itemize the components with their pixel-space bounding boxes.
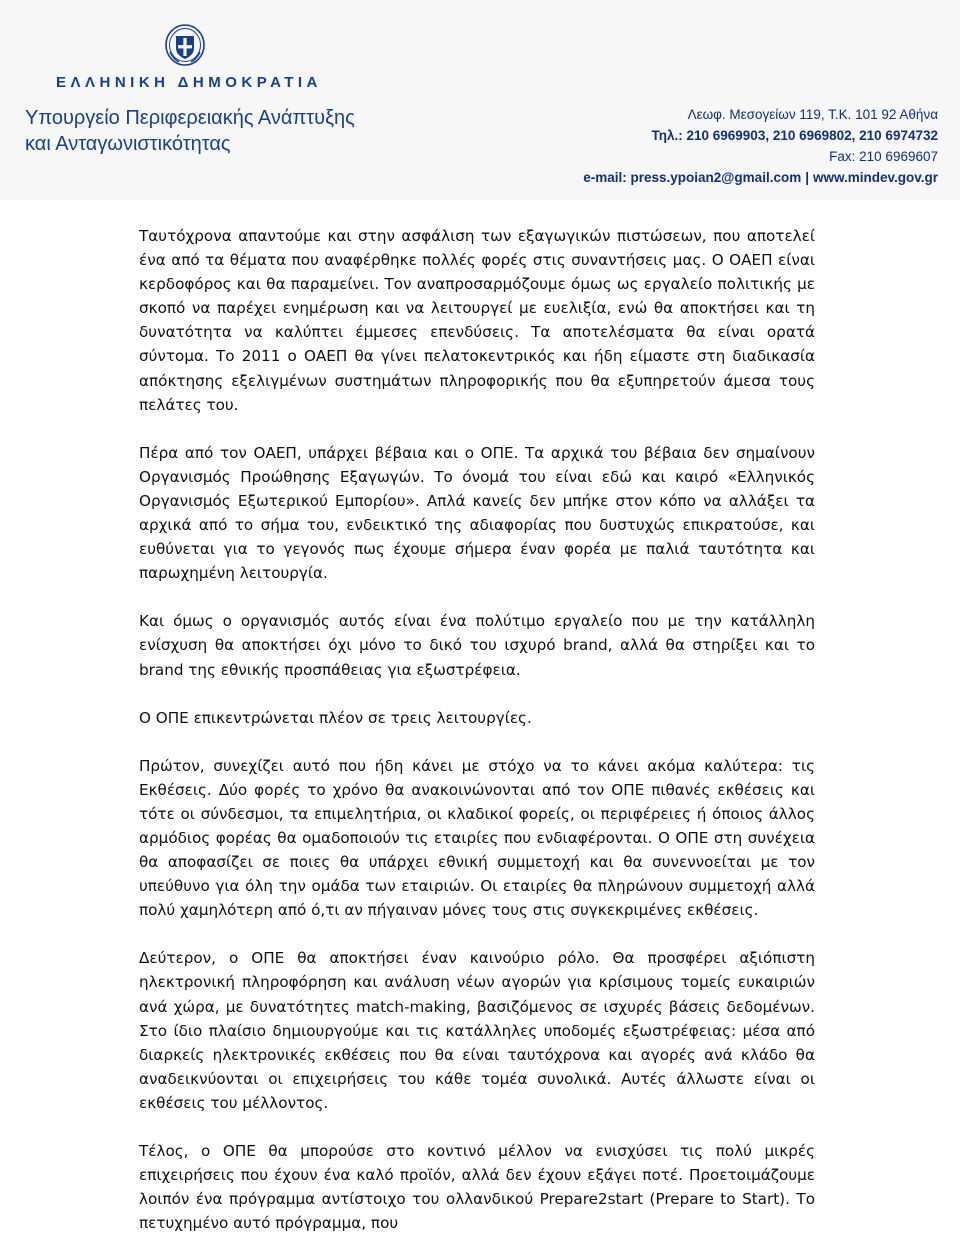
document-body: [139, 224, 815, 1259]
paragraph-5: Πρώτον, συνεχίζει αυτό που ήδη κάνει με στόχο να το κάνει ακόμα καλύτερα: τις Εκθέσεις. Δύο φορές το χρόνο θα ανακοινώνονται από τον ΟΠΕ πιθανές εκθέσεις και τότε οι σύνδεσμοι, τα επιμελητήρια, οι κλαδικοί φορείς, οι περιφέρειες ή όποιος άλλος αρμόδιος φορέας θα ομαδοποιούν τις εταιρίες που ενδιαφέρονται. Ο ΟΠΕ στη συνέχεια θα αποφασίζει σε ποιες θα υπάρχει εθνική συμμετοχή και θα συνεννοείται με τον υπεύθυνο για όλη την ομάδα των εταιριών. Οι εταιρίες θα πληρώνουν συμμετοχή αλλά πολύ χαμηλότερη από ό,τι αν πήγαιναν μόνες τους στις συγκεκριμένες εκθέσεις.: [139, 756, 815, 920]
paragraph-1: Ταυτόχρονα απαντούμε και στην ασφάλιση των εξαγωγικών πιστώσεων, που αποτελεί ένα από τα θέματα που αναφέρθηκε πολλές φορές στις συναντήσεις μας. Ο ΟΑΕΠ είναι κερδοφόρος και θα παραμείνει. Τον αναπροσαρμόζουμε όμως ως εργαλείο πολιτικής με σκοπό να παρέχει ενημέρωση και να λειτουργεί με ευελιξία, ενώ θα αποκτήσει και τη δυνατότητα να καλύπτει έμμεσες επενδύσεις. Τα αποτελέσματα θα είναι ορατά σύντομα. Το 2011 ο ΟΑΕΠ θα γίνει πελατοκεντρικός και ήδη είμαστε στη διαδικασία απόκτησης εξελιγμένων συστημάτων πληροφορικής που θα εξυπηρετούν άμεσα τους πελάτες του.: [139, 227, 815, 414]
letterhead: [0, 0, 960, 200]
separator: |: [805, 170, 809, 185]
email-web-line: [583, 167, 938, 188]
email-address[interactable]: e-mail: press.ypoian2@gmail.com: [583, 170, 802, 185]
paragraph-2: Πέρα από τον ΟΑΕΠ, υπάρχει βέβαια και ο ΟΠΕ. Τα αρχικά του βέβαια δεν σημαίνουν Οργανισμός Προώθησης Εξαγωγών. Το όνομά του είναι εδώ και καιρό «Ελληνικός Οργανισμός Εξωτερικού Εμπορίου». Απλά κανείς δεν μπήκε στον κόπο να αλλάξει τα αρχικά από το σήμα του, ενδεικτικό της αδιαφορίας που δυστυχώς επικρατούσε, και ευθύνεται για το γεγονός πως έχουμε σήμερα έναν φορέα με παλιά ταυτότητα και παρωχημένη λειτουργία.: [139, 443, 815, 583]
paragraph-3: Και όμως ο οργανισμός αυτός είναι ένα πολύτιμο εργαλείο που με την κατάλληλη ενίσχυση θα αποκτήσει όχι μόνο το δικό του ισχυρό brand, αλλά θα στηρίξει και το brand της εθνικής προσπάθειας για εξωστρέφεια.: [139, 612, 815, 679]
republic-title: ΕΛΛΗΝΙΚΗ ΔΗΜΟΚΡΑΤΙΑ: [56, 74, 322, 91]
paragraph-7: Τέλος, ο ΟΠΕ θα μπορούσε στο κοντινό μέλλον να ενισχύσει τις πολύ μικρές επιχειρήσεις που έχουν ένα καλό προϊόν, αλλά δεν έχουν εξάγει ποτέ. Προετοιμάζουμε λοιπόν ένα πρόγραμμα αντίστοιχο του ολλανδικού Prepare2start (Prepare to Start). Το πετυχημένο αυτό πρόγραμμα, που: [139, 1142, 815, 1233]
address: Λεωφ. Μεσογείων 119, Τ.Κ. 101 92 Αθήνα: [687, 107, 938, 122]
paragraph-4: Ο ΟΠΕ επικεντρώνεται πλέον σε τρεις λειτουργίες.: [139, 708, 532, 727]
ministry-name-line-1: Υπουργείο Περιφερειακής Ανάπτυξης: [25, 107, 355, 129]
greek-coat-of-arms-icon: [165, 24, 205, 66]
fax-number: Fax: 210 6969607: [829, 149, 938, 164]
ministry-name-line-2: και Ανταγωνιστικότητας: [25, 133, 231, 155]
phone-numbers: Τηλ.: 210 6969903, 210 6969802, 210 6974732: [651, 128, 938, 143]
ministry-name: [25, 105, 355, 157]
contact-block: [583, 104, 938, 188]
website-link[interactable]: www.mindev.gov.gr: [812, 170, 938, 185]
paragraph-6: Δεύτερον, ο ΟΠΕ θα αποκτήσει έναν καινούριο ρόλο. Θα προσφέρει αξιόπιστη ηλεκτρονική πληροφόρηση και ανάλυση νέων αγορών για κρίσιμους τομείς ευκαιριών ανά χώρα, με δυνατότητες match-making, βασιζόμενος σε ισχυρές βάσεις δεδομένων. Στο ίδιο πλαίσιο δημιουργούμε και τις κατάλληλες υποδομές εξωστρέφειας: μέσα από διαρκείς ηλεκτρονικές εκθέσεις που θα είναι ταυτόχρονα και αγορές ανά κλάδο θα αναδεικνύονται οι επιχειρήσεις του κάθε τομέα συνολικά. Αυτές άλλωστε είναι οι εκθέσεις του μέλλοντος.: [139, 949, 815, 1112]
